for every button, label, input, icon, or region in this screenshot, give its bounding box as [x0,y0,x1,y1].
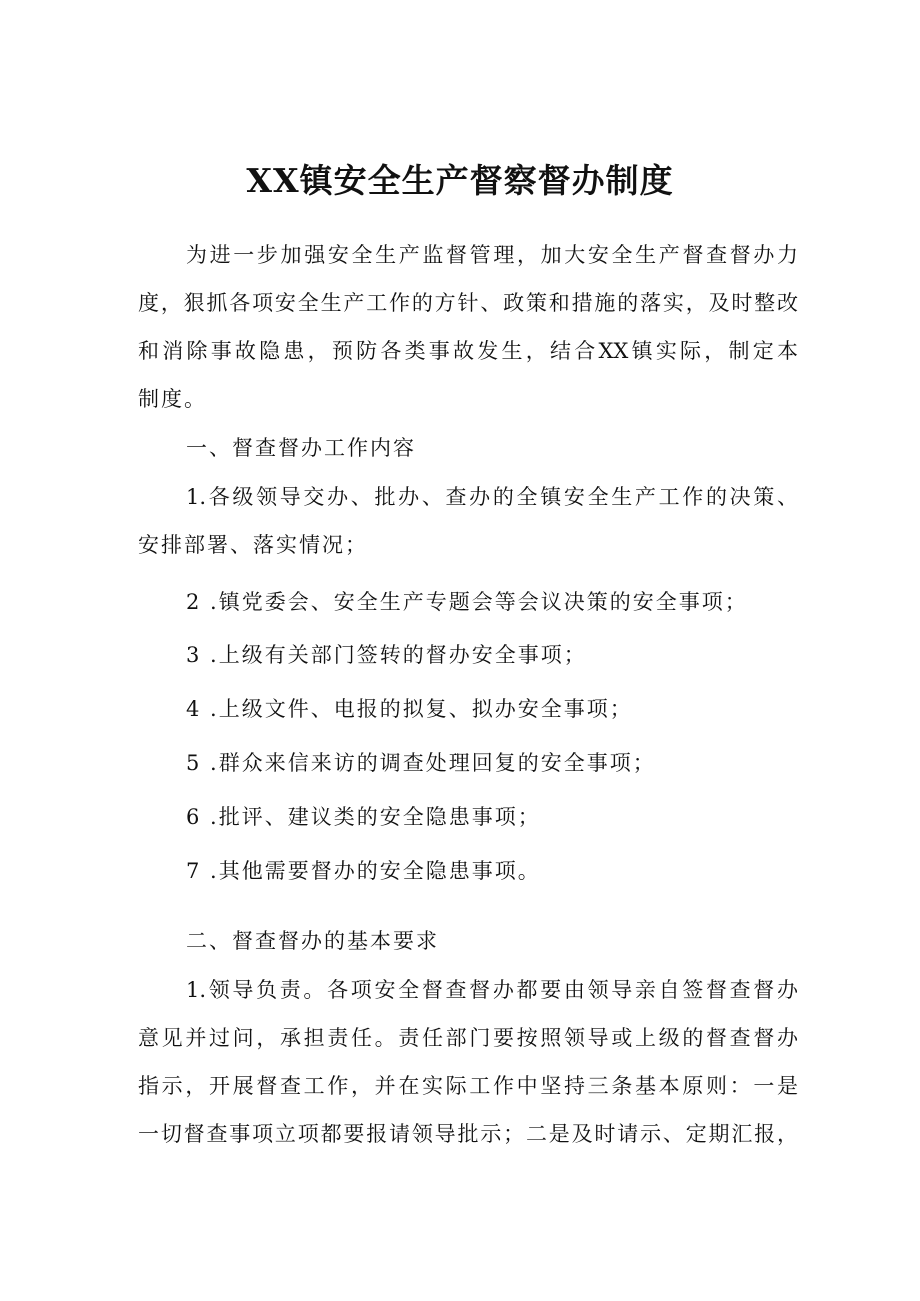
section-1-item-4: 4 .上级文件、电报的拟复、拟办安全事项； [186,697,633,721]
section-1-item-6: 6 .批评、建议类的安全隐患事项； [186,805,541,829]
section-1-item-2: 2 .镇党委会、安全生产专题会等会议决策的安全事项； [186,590,748,614]
section-2-item-1-line-2: 意见并过问，承担责任。责任部门要按照领导或上级的督查督办 [138,1026,798,1050]
section-1-item-1-line-2: 安排部署、落实情况； [138,533,368,557]
section-1-heading: 一、督查督办工作内容 [186,436,416,460]
intro-line-4: 制度。 [138,387,207,411]
section-1-item-1-line-1: 1.各级领导交办、批办、查办的全镇安全生产工作的决策、 [186,485,798,509]
section-1-item-7: 7 .其他需要督办的安全隐患事项。 [186,859,541,883]
section-1-item-5: 5 .群众来信来访的调查处理回复的安全事项； [186,751,656,775]
intro-line-2: 度，狠抓各项安全生产工作的方针、政策和措施的落实，及时整改 [138,291,798,315]
document-title: XX镇安全生产督察督办制度 [246,161,674,200]
intro-line-1: 为进一步加强安全生产监督管理，加大安全生产督查督办力 [186,243,798,267]
section-2-item-1-line-1: 1.领导负责。各项安全督查督办都要由领导亲自签督查督办 [186,978,798,1002]
section-1-item-3: 3 .上级有关部门签转的督办安全事项； [186,643,587,667]
section-2-heading: 二、督查督办的基本要求 [186,929,439,953]
intro-line-3: 和消除事故隐患，预防各类事故发生，结合XX镇实际，制定本 [138,339,798,363]
section-2-item-1-line-4: 一切督查事项立项都要报请领导批示；二是及时请示、定期汇报， [138,1122,798,1146]
section-2-item-1-line-3: 指示，开展督查工作，并在实际工作中坚持三条基本原则：一是 [138,1074,798,1098]
